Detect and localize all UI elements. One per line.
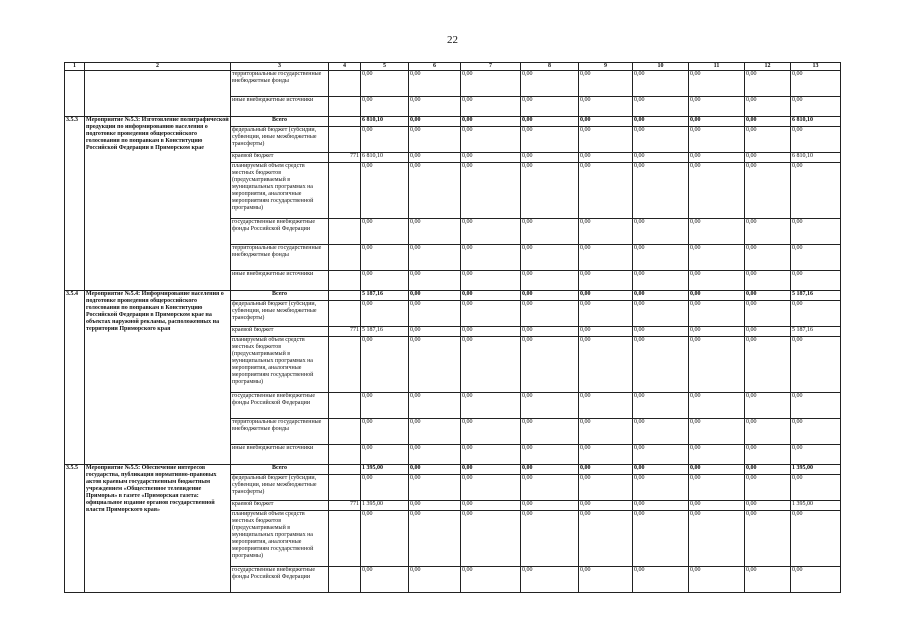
amount: 1 395,00: [791, 465, 841, 475]
amount: 0,00: [745, 219, 791, 245]
amount: 5 187,16: [791, 291, 841, 301]
amount: 0,00: [745, 71, 791, 97]
amount: 0,00: [745, 163, 791, 219]
amount: 0,00: [461, 301, 521, 327]
amount: 0,00: [579, 219, 633, 245]
amount: 0,00: [791, 445, 841, 465]
amount: 0,00: [461, 327, 521, 337]
amount: 0,00: [633, 327, 689, 337]
amount: 0,00: [579, 97, 633, 117]
amount: 0,00: [633, 291, 689, 301]
amount: 0,00: [579, 71, 633, 97]
amount: 0,00: [689, 71, 745, 97]
amount: 0,00: [745, 567, 791, 593]
measure-title: Мероприятие №5.4: Информирование населения о подготовке проведения общероссийского голосования по поправкам в Конституцию Российской Федерации в Приморском крае на объектах наружной рекламы, расположенных на территории Приморского края: [85, 291, 231, 465]
amount: 0,00: [461, 153, 521, 163]
amount: 0,00: [361, 163, 409, 219]
amount: 0,00: [633, 445, 689, 465]
amount: 0,00: [361, 393, 409, 419]
amount: 0,00: [579, 393, 633, 419]
amount: 0,00: [689, 511, 745, 567]
amount: 0,00: [791, 301, 841, 327]
amount: 0,00: [745, 291, 791, 301]
amount: 0,00: [461, 475, 521, 501]
amount: 0,00: [689, 245, 745, 271]
amount: 0,00: [521, 219, 579, 245]
budget-code: [329, 419, 361, 445]
budget-code: [329, 337, 361, 393]
amount: 0,00: [689, 501, 745, 511]
amount: 0,00: [745, 327, 791, 337]
amount: 6 810,10: [791, 153, 841, 163]
funding-source: Всего: [231, 465, 329, 475]
amount: 0,00: [521, 117, 579, 127]
amount: 0,00: [579, 445, 633, 465]
amount: 1 395,00: [791, 501, 841, 511]
amount: 0,00: [461, 127, 521, 153]
amount: 0,00: [579, 117, 633, 127]
amount: 0,00: [361, 475, 409, 501]
amount: 0,00: [579, 127, 633, 153]
amount: 0,00: [461, 337, 521, 393]
measure-number: 3.5.4: [65, 291, 85, 465]
amount: 0,00: [409, 465, 461, 475]
amount: 0,00: [521, 393, 579, 419]
amount: 0,00: [521, 127, 579, 153]
amount: 0,00: [409, 475, 461, 501]
amount: 0,00: [521, 163, 579, 219]
amount: 0,00: [745, 501, 791, 511]
amount: 0,00: [521, 337, 579, 393]
budget-code: [329, 511, 361, 567]
amount: 1 395,00: [361, 465, 409, 475]
budget-table: [64, 62, 841, 593]
amount: 0,00: [409, 419, 461, 445]
funding-source: краевой бюджет: [231, 501, 329, 511]
table-row: [65, 71, 841, 97]
budget-code: [329, 127, 361, 153]
amount: 0,00: [633, 567, 689, 593]
amount: 0,00: [579, 301, 633, 327]
amount: 0,00: [409, 271, 461, 291]
amount: 0,00: [409, 337, 461, 393]
amount: 0,00: [633, 127, 689, 153]
amount: 0,00: [791, 393, 841, 419]
funding-source: федеральный бюджет (субсидии, субвенции, иные межбюджетные трансферты): [231, 301, 329, 327]
funding-source: иные внебюджетные источники: [231, 97, 329, 117]
amount: 0,00: [409, 567, 461, 593]
amount: 0,00: [409, 117, 461, 127]
amount: 0,00: [689, 163, 745, 219]
amount: 0,00: [745, 301, 791, 327]
amount: 0,00: [361, 245, 409, 271]
amount: 0,00: [461, 117, 521, 127]
amount: 0,00: [461, 419, 521, 445]
amount: 0,00: [461, 465, 521, 475]
amount: 0,00: [633, 301, 689, 327]
funding-source: государственные внебюджетные фонды Российской Федерации: [231, 567, 329, 593]
amount: 0,00: [689, 337, 745, 393]
funding-source: краевой бюджет: [231, 327, 329, 337]
amount: 6 810,10: [361, 117, 409, 127]
amount: 0,00: [745, 465, 791, 475]
amount: 0,00: [409, 393, 461, 419]
measure-number: 3.5.5: [65, 465, 85, 593]
amount: 0,00: [409, 71, 461, 97]
amount: 0,00: [745, 245, 791, 271]
amount: 0,00: [409, 163, 461, 219]
amount: 0,00: [361, 71, 409, 97]
amount: 0,00: [745, 393, 791, 419]
amount: 0,00: [689, 445, 745, 465]
amount: 0,00: [689, 567, 745, 593]
amount: 0,00: [791, 71, 841, 97]
amount: 0,00: [409, 301, 461, 327]
amount: 0,00: [689, 271, 745, 291]
amount: 0,00: [521, 327, 579, 337]
budget-code: [329, 475, 361, 501]
column-number: 13: [791, 63, 841, 71]
amount: 0,00: [791, 419, 841, 445]
budget-code: [329, 567, 361, 593]
amount: 0,00: [791, 511, 841, 567]
column-number: 5: [361, 63, 409, 71]
budget-code: [329, 97, 361, 117]
amount: 0,00: [791, 245, 841, 271]
amount: 0,00: [461, 393, 521, 419]
amount: 5 187,16: [361, 291, 409, 301]
column-number: 6: [409, 63, 461, 71]
amount: 0,00: [521, 567, 579, 593]
amount: 0,00: [745, 153, 791, 163]
amount: 0,00: [689, 117, 745, 127]
table-row: [65, 465, 841, 475]
page-number: 22: [447, 34, 458, 46]
amount: 0,00: [461, 511, 521, 567]
budget-code: 771: [329, 501, 361, 511]
measure-title: [85, 71, 231, 117]
amount: 0,00: [409, 291, 461, 301]
amount: 0,00: [579, 501, 633, 511]
amount: 0,00: [745, 97, 791, 117]
amount: 0,00: [633, 271, 689, 291]
funding-source: Всего: [231, 117, 329, 127]
budget-code: [329, 219, 361, 245]
amount: 0,00: [521, 511, 579, 567]
amount: 0,00: [409, 501, 461, 511]
amount: 0,00: [689, 393, 745, 419]
amount: 0,00: [633, 393, 689, 419]
amount: 0,00: [633, 465, 689, 475]
amount: 0,00: [409, 219, 461, 245]
amount: 0,00: [633, 511, 689, 567]
amount: 0,00: [689, 97, 745, 117]
amount: 0,00: [579, 245, 633, 271]
amount: 0,00: [579, 153, 633, 163]
funding-source: планируемый объем средств местных бюджетов (предусматриваемый в муниципальных программах на мероприятия, аналогичные мероприятиям государственной программы): [231, 163, 329, 219]
amount: 0,00: [461, 163, 521, 219]
amount: 0,00: [361, 301, 409, 327]
amount: 0,00: [745, 337, 791, 393]
amount: 0,00: [791, 271, 841, 291]
column-number: 8: [521, 63, 579, 71]
budget-code: [329, 71, 361, 97]
amount: 0,00: [461, 271, 521, 291]
amount: 0,00: [361, 219, 409, 245]
amount: 0,00: [633, 71, 689, 97]
amount: 0,00: [689, 291, 745, 301]
amount: 0,00: [633, 501, 689, 511]
budget-code: [329, 393, 361, 419]
amount: 0,00: [579, 465, 633, 475]
amount: 0,00: [521, 271, 579, 291]
amount: 0,00: [633, 153, 689, 163]
amount: 0,00: [579, 511, 633, 567]
amount: 0,00: [579, 419, 633, 445]
amount: 0,00: [521, 153, 579, 163]
amount: 0,00: [689, 419, 745, 445]
column-number-row: [65, 63, 841, 71]
amount: 0,00: [791, 337, 841, 393]
funding-source: краевой бюджет: [231, 153, 329, 163]
budget-code: [329, 445, 361, 465]
amount: 0,00: [689, 153, 745, 163]
amount: 0,00: [461, 291, 521, 301]
funding-source: иные внебюджетные источники: [231, 271, 329, 291]
amount: 0,00: [461, 97, 521, 117]
amount: 0,00: [461, 445, 521, 465]
funding-source: государственные внебюджетные фонды Российской Федерации: [231, 393, 329, 419]
amount: 0,00: [633, 245, 689, 271]
amount: 0,00: [633, 475, 689, 501]
amount: 0,00: [689, 465, 745, 475]
amount: 6 810,10: [791, 117, 841, 127]
amount: 0,00: [409, 327, 461, 337]
amount: 0,00: [745, 445, 791, 465]
funding-source: планируемый объем средств местных бюджетов (предусматриваемый в муниципальных программах на мероприятия, аналогичные мероприятиям государственной программы): [231, 511, 329, 567]
funding-source: территориальные государственные внебюджетные фонды: [231, 71, 329, 97]
funding-source: федеральный бюджет (субсидии, субвенции, иные межбюджетные трансферты): [231, 475, 329, 501]
amount: 0,00: [791, 475, 841, 501]
amount: 0,00: [579, 291, 633, 301]
amount: 1 395,00: [361, 501, 409, 511]
amount: 0,00: [409, 445, 461, 465]
column-number: 12: [745, 63, 791, 71]
amount: 5 187,16: [361, 327, 409, 337]
amount: 0,00: [361, 127, 409, 153]
amount: 0,00: [689, 219, 745, 245]
amount: 0,00: [745, 419, 791, 445]
amount: 0,00: [689, 475, 745, 501]
budget-code: [329, 163, 361, 219]
amount: 0,00: [361, 419, 409, 445]
amount: 0,00: [745, 475, 791, 501]
amount: 0,00: [521, 445, 579, 465]
measure-number: [65, 71, 85, 117]
amount: 0,00: [791, 567, 841, 593]
budget-code: [329, 117, 361, 127]
table-row: [65, 291, 841, 301]
amount: 0,00: [633, 337, 689, 393]
amount: 0,00: [409, 511, 461, 567]
funding-source: территориальные государственные внебюджетные фонды: [231, 419, 329, 445]
amount: 0,00: [633, 117, 689, 127]
amount: 0,00: [409, 97, 461, 117]
funding-source: иные внебюджетные источники: [231, 445, 329, 465]
amount: 5 187,16: [791, 327, 841, 337]
amount: 0,00: [579, 271, 633, 291]
amount: 0,00: [521, 465, 579, 475]
amount: 0,00: [361, 567, 409, 593]
amount: 0,00: [361, 271, 409, 291]
amount: 6 810,10: [361, 153, 409, 163]
budget-code: [329, 271, 361, 291]
amount: 0,00: [579, 475, 633, 501]
amount: 0,00: [791, 97, 841, 117]
amount: 0,00: [579, 567, 633, 593]
amount: 0,00: [791, 163, 841, 219]
amount: 0,00: [361, 445, 409, 465]
budget-code: [329, 465, 361, 475]
column-number: 2: [85, 63, 231, 71]
amount: 0,00: [521, 291, 579, 301]
amount: 0,00: [521, 501, 579, 511]
amount: 0,00: [791, 127, 841, 153]
column-number: 10: [633, 63, 689, 71]
amount: 0,00: [633, 219, 689, 245]
column-number: 4: [329, 63, 361, 71]
amount: 0,00: [361, 337, 409, 393]
column-number: 1: [65, 63, 85, 71]
amount: 0,00: [689, 327, 745, 337]
amount: 0,00: [409, 153, 461, 163]
amount: 0,00: [579, 337, 633, 393]
amount: 0,00: [745, 117, 791, 127]
amount: 0,00: [461, 567, 521, 593]
amount: 0,00: [361, 97, 409, 117]
budget-code: [329, 245, 361, 271]
amount: 0,00: [461, 219, 521, 245]
funding-source: территориальные государственные внебюджетные фонды: [231, 245, 329, 271]
amount: 0,00: [633, 97, 689, 117]
funding-source: федеральный бюджет (субсидии, субвенции, иные межбюджетные трансферты): [231, 127, 329, 153]
amount: 0,00: [461, 71, 521, 97]
measure-title: Мероприятие №5.3: Изготовление полиграфической продукции по информированию населения о подготовке проведения общероссийского голосования по поправкам в Конституцию Российской Федерации в Приморском крае: [85, 117, 231, 291]
amount: 0,00: [461, 245, 521, 271]
funding-source: государственные внебюджетные фонды Российской Федерации: [231, 219, 329, 245]
budget-code: 771: [329, 153, 361, 163]
budget-code: [329, 291, 361, 301]
amount: 0,00: [409, 127, 461, 153]
funding-source: Всего: [231, 291, 329, 301]
amount: 0,00: [361, 511, 409, 567]
table-row: [65, 117, 841, 127]
amount: 0,00: [579, 163, 633, 219]
budget-code: [329, 301, 361, 327]
amount: 0,00: [791, 219, 841, 245]
amount: 0,00: [579, 327, 633, 337]
amount: 0,00: [521, 301, 579, 327]
amount: 0,00: [521, 245, 579, 271]
amount: 0,00: [633, 419, 689, 445]
amount: 0,00: [521, 419, 579, 445]
column-number: 9: [579, 63, 633, 71]
budget-code: 771: [329, 327, 361, 337]
amount: 0,00: [745, 271, 791, 291]
column-number: 3: [231, 63, 329, 71]
amount: 0,00: [521, 97, 579, 117]
amount: 0,00: [461, 501, 521, 511]
amount: 0,00: [521, 71, 579, 97]
amount: 0,00: [521, 475, 579, 501]
amount: 0,00: [409, 245, 461, 271]
measure-number: 3.5.3: [65, 117, 85, 291]
column-number: 11: [689, 63, 745, 71]
amount: 0,00: [745, 511, 791, 567]
funding-source: планируемый объем средств местных бюджетов (предусматриваемый в муниципальных программах на мероприятия, аналогичные мероприятиям государственной программы): [231, 337, 329, 393]
amount: 0,00: [689, 301, 745, 327]
amount: 0,00: [745, 127, 791, 153]
amount: 0,00: [633, 163, 689, 219]
measure-title: Мероприятие №5.5: Обеспечение интересов государства, публикация нормативно-правовых актов краевым государственным бюджетным учреждением «Общественное телевидение Приморья» в газете «Приморская газета: официальное издание органов государственной власти Приморского края»: [85, 465, 231, 593]
column-number: 7: [461, 63, 521, 71]
amount: 0,00: [689, 127, 745, 153]
